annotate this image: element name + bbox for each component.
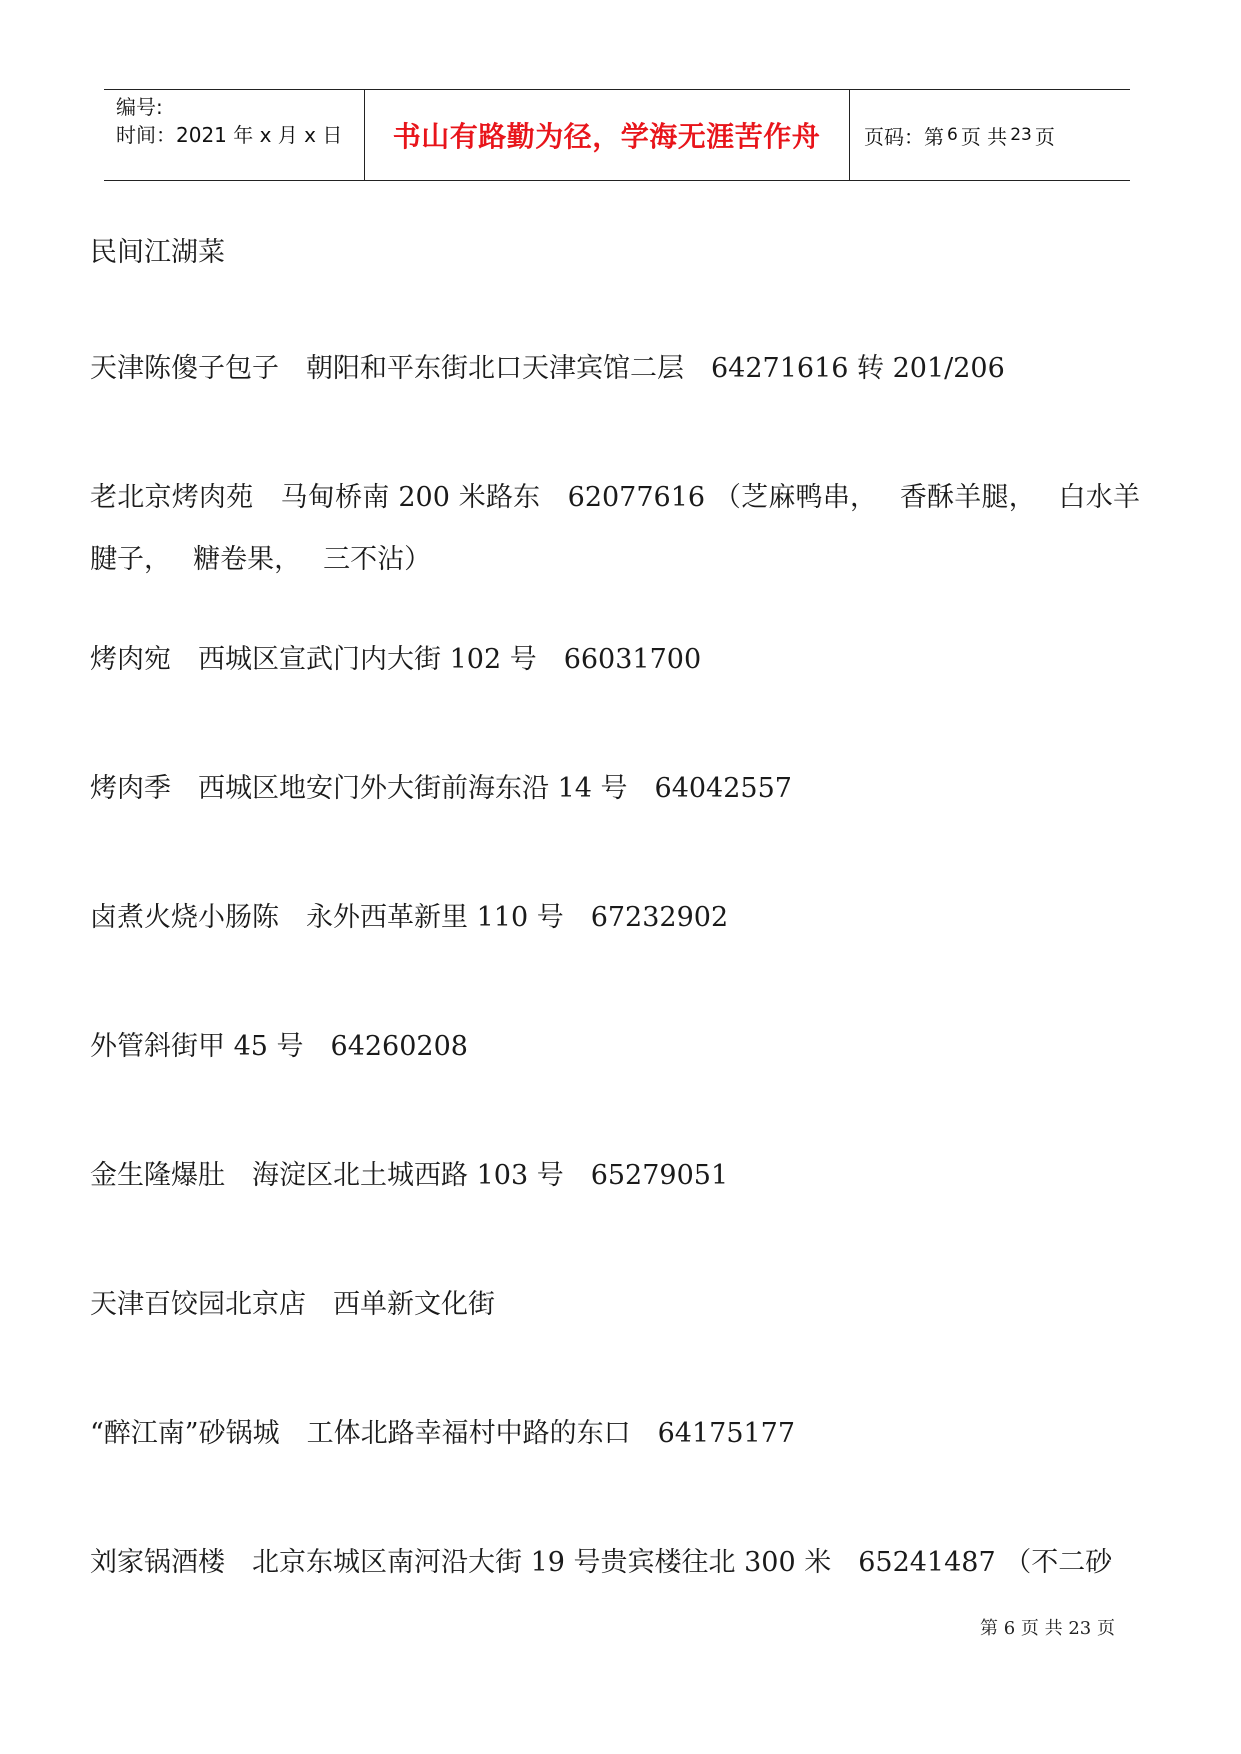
section-heading: 民间江湖菜 [90, 237, 225, 268]
header-meta [116, 93, 342, 149]
header-divider-right [849, 90, 850, 180]
header-page-info [864, 90, 1055, 180]
restaurant-entry: 金生隆爆肚 海淀区北土城西路 103 号 65279051 [90, 1160, 729, 1191]
page-suffix: 页 [1034, 124, 1055, 149]
restaurant-entry: 天津陈傻子包子 朝阳和平东街北口天津宾馆二层 64271616 转 201/206 [90, 353, 1005, 384]
restaurant-entry: 烤肉季 西城区地安门外大街前海东沿 14 号 64042557 [90, 773, 792, 804]
serial-number-label: 编号: [116, 95, 163, 119]
restaurant-entry: “醉江南”砂锅城 工体北路幸福村中路的东口 64175177 [90, 1418, 796, 1449]
restaurant-entry: 老北京烤肉苑 马甸桥南 200 米路东 62077616 （芝麻鸭串， 香酥羊腿， 白水羊腱子， 糖卷果， 三不沾） [90, 482, 1140, 575]
page-prefix: 页码：第 [864, 124, 944, 149]
page-current: 6 [947, 125, 958, 145]
restaurant-entry: 外管斜街甲 45 号 64260208 [90, 1031, 468, 1062]
header-motto: 书山有路勤为径，学海无涯苦作舟 [392, 120, 821, 153]
page-total: 23 [1010, 125, 1032, 145]
date-label: 时间：2021 年 x 月 x 日 [116, 123, 343, 147]
document-header [104, 89, 1130, 181]
restaurant-entry: 卤煮火烧小肠陈 永外西革新里 110 号 67232902 [90, 902, 729, 933]
restaurant-entry: 烤肉宛 西城区宣武门内大街 102 号 66031700 [90, 644, 702, 675]
page-middle: 页 共 [960, 124, 1008, 149]
footer-page-number: 第 6 页 共 23 页 [980, 1618, 1115, 1639]
restaurant-entry: 刘家锅酒楼 北京东城区南河沿大街 19 号贵宾楼往北 300 米 65241487 （不二砂 [90, 1547, 1113, 1578]
restaurant-entry: 天津百饺园北京店 西单新文化街 [90, 1289, 495, 1320]
